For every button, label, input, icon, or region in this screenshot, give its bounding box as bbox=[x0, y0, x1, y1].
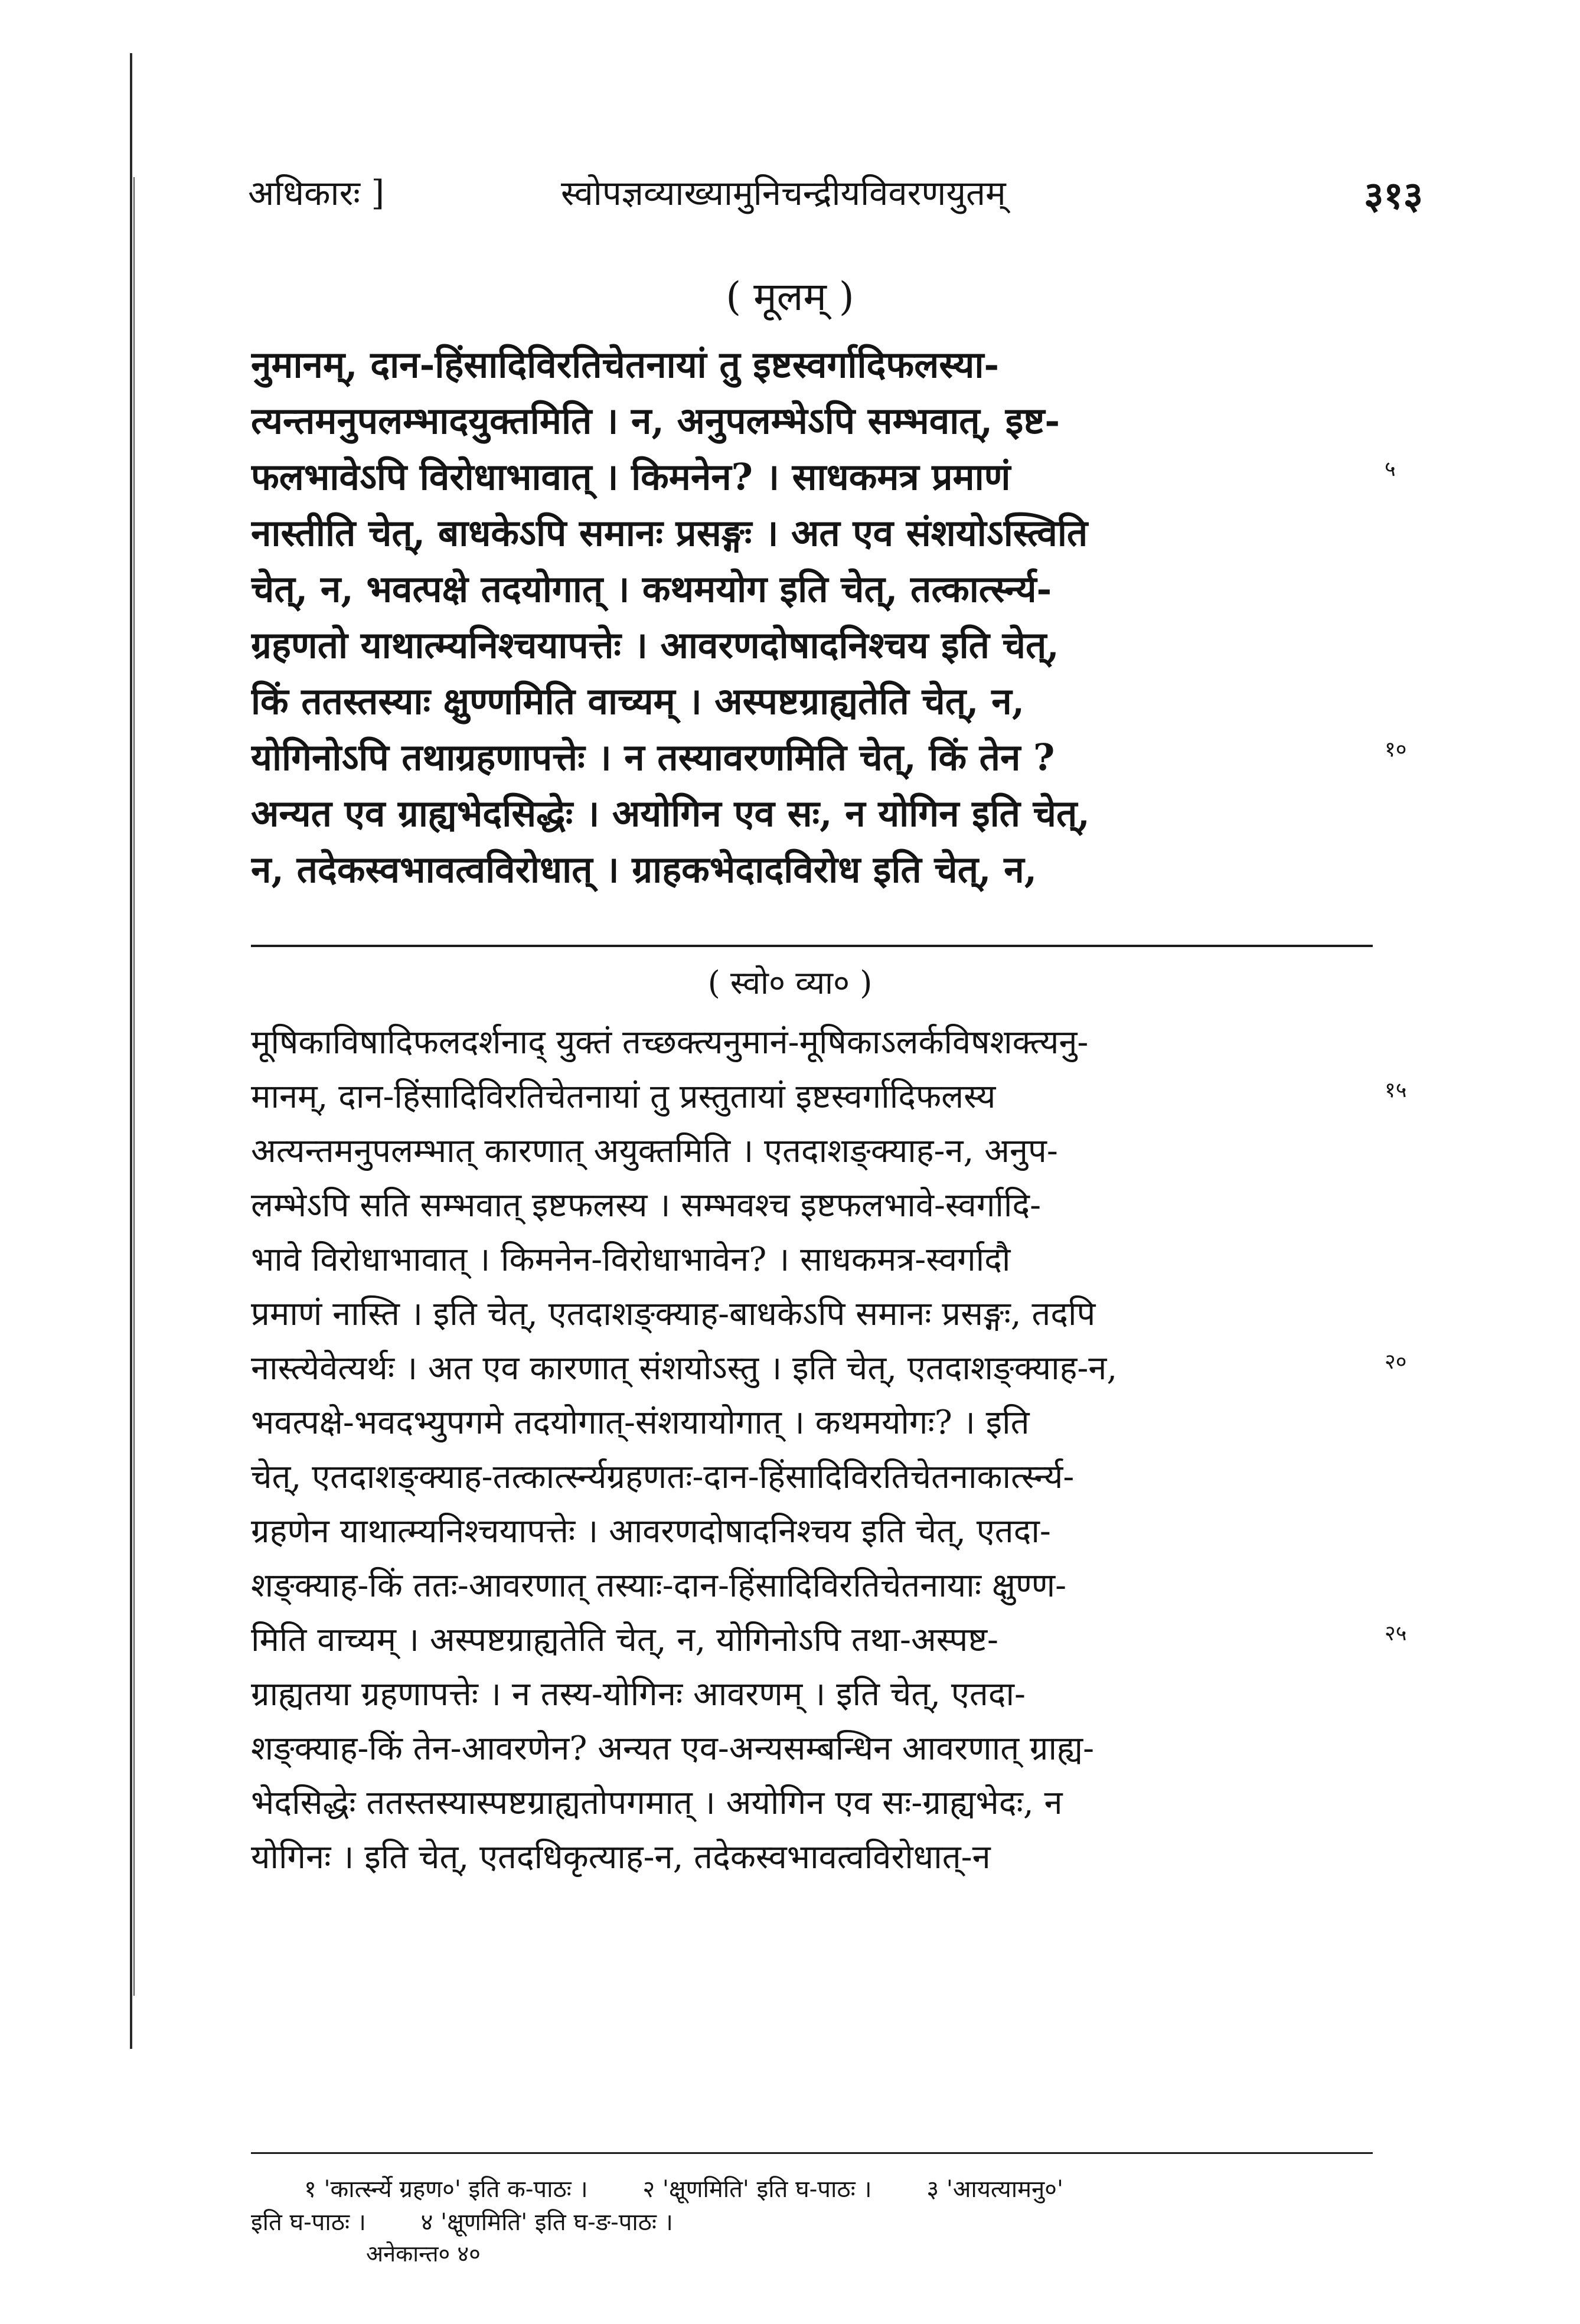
mula-line: अन्यत एव ग्राह्यभेदसिद्धेः । अयोगिन एव सः, न योगिन इति चेत्, bbox=[251, 792, 1090, 835]
mula-line: नास्तीति चेत्, बाधकेऽपि समानः प्रसङ्गः । अत एव संशयोऽस्त्विति bbox=[251, 511, 1088, 554]
commentary-line: ग्रहणेन याथात्म्यनिश्चयापत्तेः । आवरणदोषादनिश्चय इति चेत्, एतदा- bbox=[251, 1512, 1051, 1551]
footnote: १ 'कार्त्स्न्ये ग्रहण०' इति क-पाठः । bbox=[304, 2176, 588, 2203]
footnote-row bbox=[251, 2206, 1373, 2239]
footnote-row bbox=[251, 2173, 1373, 2206]
header-title: स्वोपज्ञव्याख्यामुनिचन्द्रीयविवरणयुतम् bbox=[561, 173, 1006, 213]
footnote-divider bbox=[251, 2152, 1373, 2154]
mula-line: न, तदेकस्वभावत्वविरोधात् । ग्राहकभेदादविरोध इति चेत्, न, bbox=[251, 848, 1037, 891]
commentary-line: भवत्पक्षे-भवदभ्युपगमे तदयोगात्-संशयायोगात् । कथमयोगः? । इति bbox=[251, 1403, 1030, 1442]
commentary-line: मिति वाच्यम् । अस्पष्टग्राह्यतेति चेत्, न, योगिनोऽपि तथा-अस्पष्ट- २५ bbox=[251, 1613, 1373, 1667]
mula-text-block bbox=[251, 337, 1407, 897]
commentary-text-block bbox=[251, 1016, 1407, 1885]
mula-line: फलभावेऽपि विरोधाभावात् । किमनेन? । साधकमत्र प्रमाणं ५ bbox=[251, 449, 1373, 505]
commentary-line: भेदसिद्धेः ततस्तस्यास्पष्टग्राह्यतोपगमात् । अयोगिन एव सः-ग्राह्यभेदः, न bbox=[251, 1784, 1063, 1822]
footnote: ४ 'क्षूणमिति' इति घ-ङ-पाठः । bbox=[420, 2209, 673, 2236]
margin-line-number: १५ bbox=[1385, 1078, 1407, 1102]
footnote: २ 'क्षूणमिति' इति घ-पाठः । bbox=[642, 2176, 872, 2203]
binding-edge-line-inner bbox=[133, 177, 135, 1996]
commentary-line: अत्यन्तमनुपलम्भात् कारणात् अयुक्तमिति । एतदाशङ्क्याह-न, अनुप- bbox=[251, 1132, 1058, 1170]
commentary-line: मानम्, दान-हिंसादिविरतिचेतनायां तु प्रस्तुतायां इष्टस्वर्गादिफलस्य १५ bbox=[251, 1070, 1373, 1124]
commentary-line: प्रमाणं नास्ति । इति चेत्, एतदाशङ्क्याह-बाधकेऽपि समानः प्रसङ्गः, तदपि bbox=[251, 1295, 1096, 1333]
mula-line: ग्रहणतो याथात्म्यनिश्चयापत्तेः । आवरणदोषादनिश्चय इति चेत्, bbox=[251, 624, 1059, 667]
mula-line: नुमानम्, दान-हिंसादिविरतिचेतनायां तु इष्टस्वर्गादिफलस्या- bbox=[251, 343, 1000, 386]
margin-line-number: २५ bbox=[1385, 1621, 1407, 1646]
commentary-line: मूषिकाविषादिफलदर्शनाद् युक्तं तच्छक्त्यनुमानं-मूषिकाऽलर्कविषशक्त्यनु- bbox=[251, 1023, 1089, 1062]
commentary-line: नास्त्येवेत्यर्थः । अत एव कारणात् संशयोऽस्तु । इति चेत्, एतदाशङ्क्याह-न, २० bbox=[251, 1341, 1373, 1396]
margin-line-number: २० bbox=[1385, 1350, 1407, 1374]
commentary-line: शङ्क्याह-किं तेन-आवरणेन? अन्यत एव-अन्यसम्बन्धिन आवरणात् ग्राह्य- bbox=[251, 1729, 1095, 1768]
printer-signature-mark: अनेकान्त० ४० bbox=[366, 2241, 481, 2267]
footnote: ३ 'आयत्यामनु०' bbox=[926, 2176, 1063, 2203]
margin-line-number: ५ bbox=[1385, 457, 1396, 481]
commentary-heading: ( स्वो० व्या० ) bbox=[707, 964, 873, 1001]
mula-line: किं ततस्तस्याः क्षुण्णमिति वाच्यम् । अस्पष्टग्राह्यतेति चेत्, न, bbox=[251, 680, 1025, 723]
mula-line: योगिनोऽपि तथाग्रहणापत्तेः । न तस्यावरणमिति चेत्, किं तेन ? १० bbox=[251, 729, 1373, 785]
mula-line: चेत्, न, भवत्पक्षे तदयोगात् । कथमयोग इति चेत्, तत्कार्त्स्न्य- bbox=[251, 567, 1052, 611]
commentary-line: चेत्, एतदाशङ्क्याह-तत्कार्त्स्न्यग्रहणतः-दान-हिंसादिविरतिचेतनाकार्त्स्न्य- bbox=[251, 1458, 1075, 1496]
commentary-line: ग्राह्यतया ग्रहणापत्तेः । न तस्य-योगिनः आवरणम् । इति चेत्, एतदा- bbox=[251, 1675, 1026, 1713]
commentary-line: योगिनः । इति चेत्, एतदधिकृत्याह-न, तदेकस्वभावत्वविरोधात्-न bbox=[251, 1838, 991, 1876]
page-number: ३१३ bbox=[1364, 174, 1423, 218]
commentary-line: लम्भेऽपि सति सम्भवात् इष्टफलस्य । सम्भवश्च इष्टफलभावे-स्वर्गादि- bbox=[251, 1186, 1042, 1225]
section-divider bbox=[251, 945, 1373, 947]
footnotes bbox=[251, 2173, 1373, 2239]
footnote: इति घ-पाठः । bbox=[251, 2209, 366, 2236]
running-header bbox=[248, 168, 1423, 221]
mula-heading: ( मूलम् ) bbox=[726, 274, 854, 319]
commentary-line: भावे विरोधाभावात् । किमनेन-विरोधाभावेन? । साधकमत्र-स्वर्गादौ bbox=[251, 1241, 1011, 1279]
header-section: अधिकारः ] bbox=[248, 173, 385, 213]
margin-line-number: १० bbox=[1385, 737, 1407, 762]
mula-line: त्यन्तमनुपलम्भादयुक्तमिति । न, अनुपलम्भेऽपि सम्भवात्, इष्ट- bbox=[251, 399, 1060, 442]
binding-edge-line bbox=[130, 53, 132, 2049]
commentary-line: शङ्क्याह-किं ततः-आवरणात् तस्याः-दान-हिंसादिविरतिचेतनायाः क्षुण्ण- bbox=[251, 1566, 1067, 1605]
